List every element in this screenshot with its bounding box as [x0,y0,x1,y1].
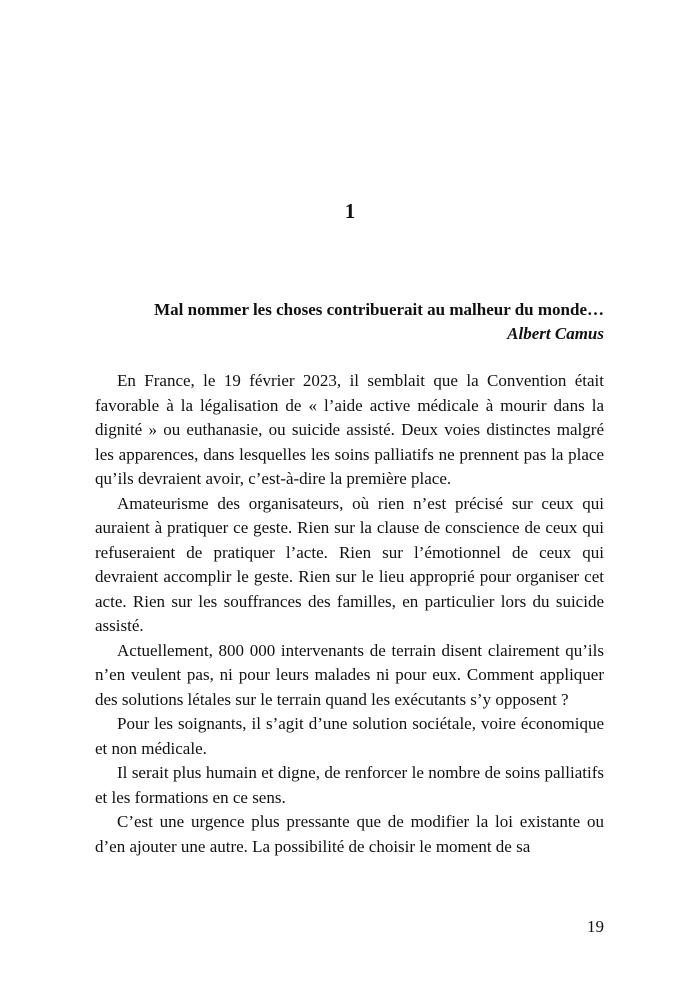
paragraph: Actuellement, 800 000 intervenants de terrain disent clairement qu’ils n’en veulent pas, ni pour leurs malades ni pour eux. Comment appliquer des solutions létales sur le terrain quand les exécutants s’y opposent ? [95,640,604,709]
page-number: 19 [587,917,604,936]
paragraph: C’est une urgence plus pressante que de modifier la loi existante ou d’en ajouter une autre. La possibilité de choisir le moment de sa [95,812,604,856]
paragraph: En France, le 19 février 2023, il semblait que la Convention était favorable à la légalisation de « l’aide active médicale à mourir dans la dignité » ou euthanasie, ou suicide assisté. Deux voies distinctes malgré les apparences, dans lesquelles les soins palliatifs ne prennent pas la place qu’ils devraient avoir, c’est-à-dire la première place. [95,371,604,488]
chapter-number: 1 [344,199,356,223]
body-text [95,369,604,859]
epigraph [97,298,604,346]
paragraph: Pour les soignants, il s’agit d’une solution sociétale, voire économique et non médicale. [95,714,604,758]
paragraph: Il serait plus humain et digne, de renforcer le nombre de soins palliatifs et les formations en ce sens. [95,763,604,807]
epigraph-author: Albert Camus [507,324,604,343]
paragraph: Amateurisme des organisateurs, où rien n’est précisé sur ceux qui auraient à pratiquer ce geste. Rien sur la clause de conscience de ceux qui refuseraient de pratiquer l’acte. Rien sur l’émotionnel de ceux qui devraient accomplir le geste. Rien sur le lieu approprié pour organiser cet acte. Rien sur les souffrances des familles, en particulier lors du suicide assisté. [95,493,604,635]
epigraph-quote: Mal nommer les choses contribuerait au malheur du monde… [154,300,604,319]
